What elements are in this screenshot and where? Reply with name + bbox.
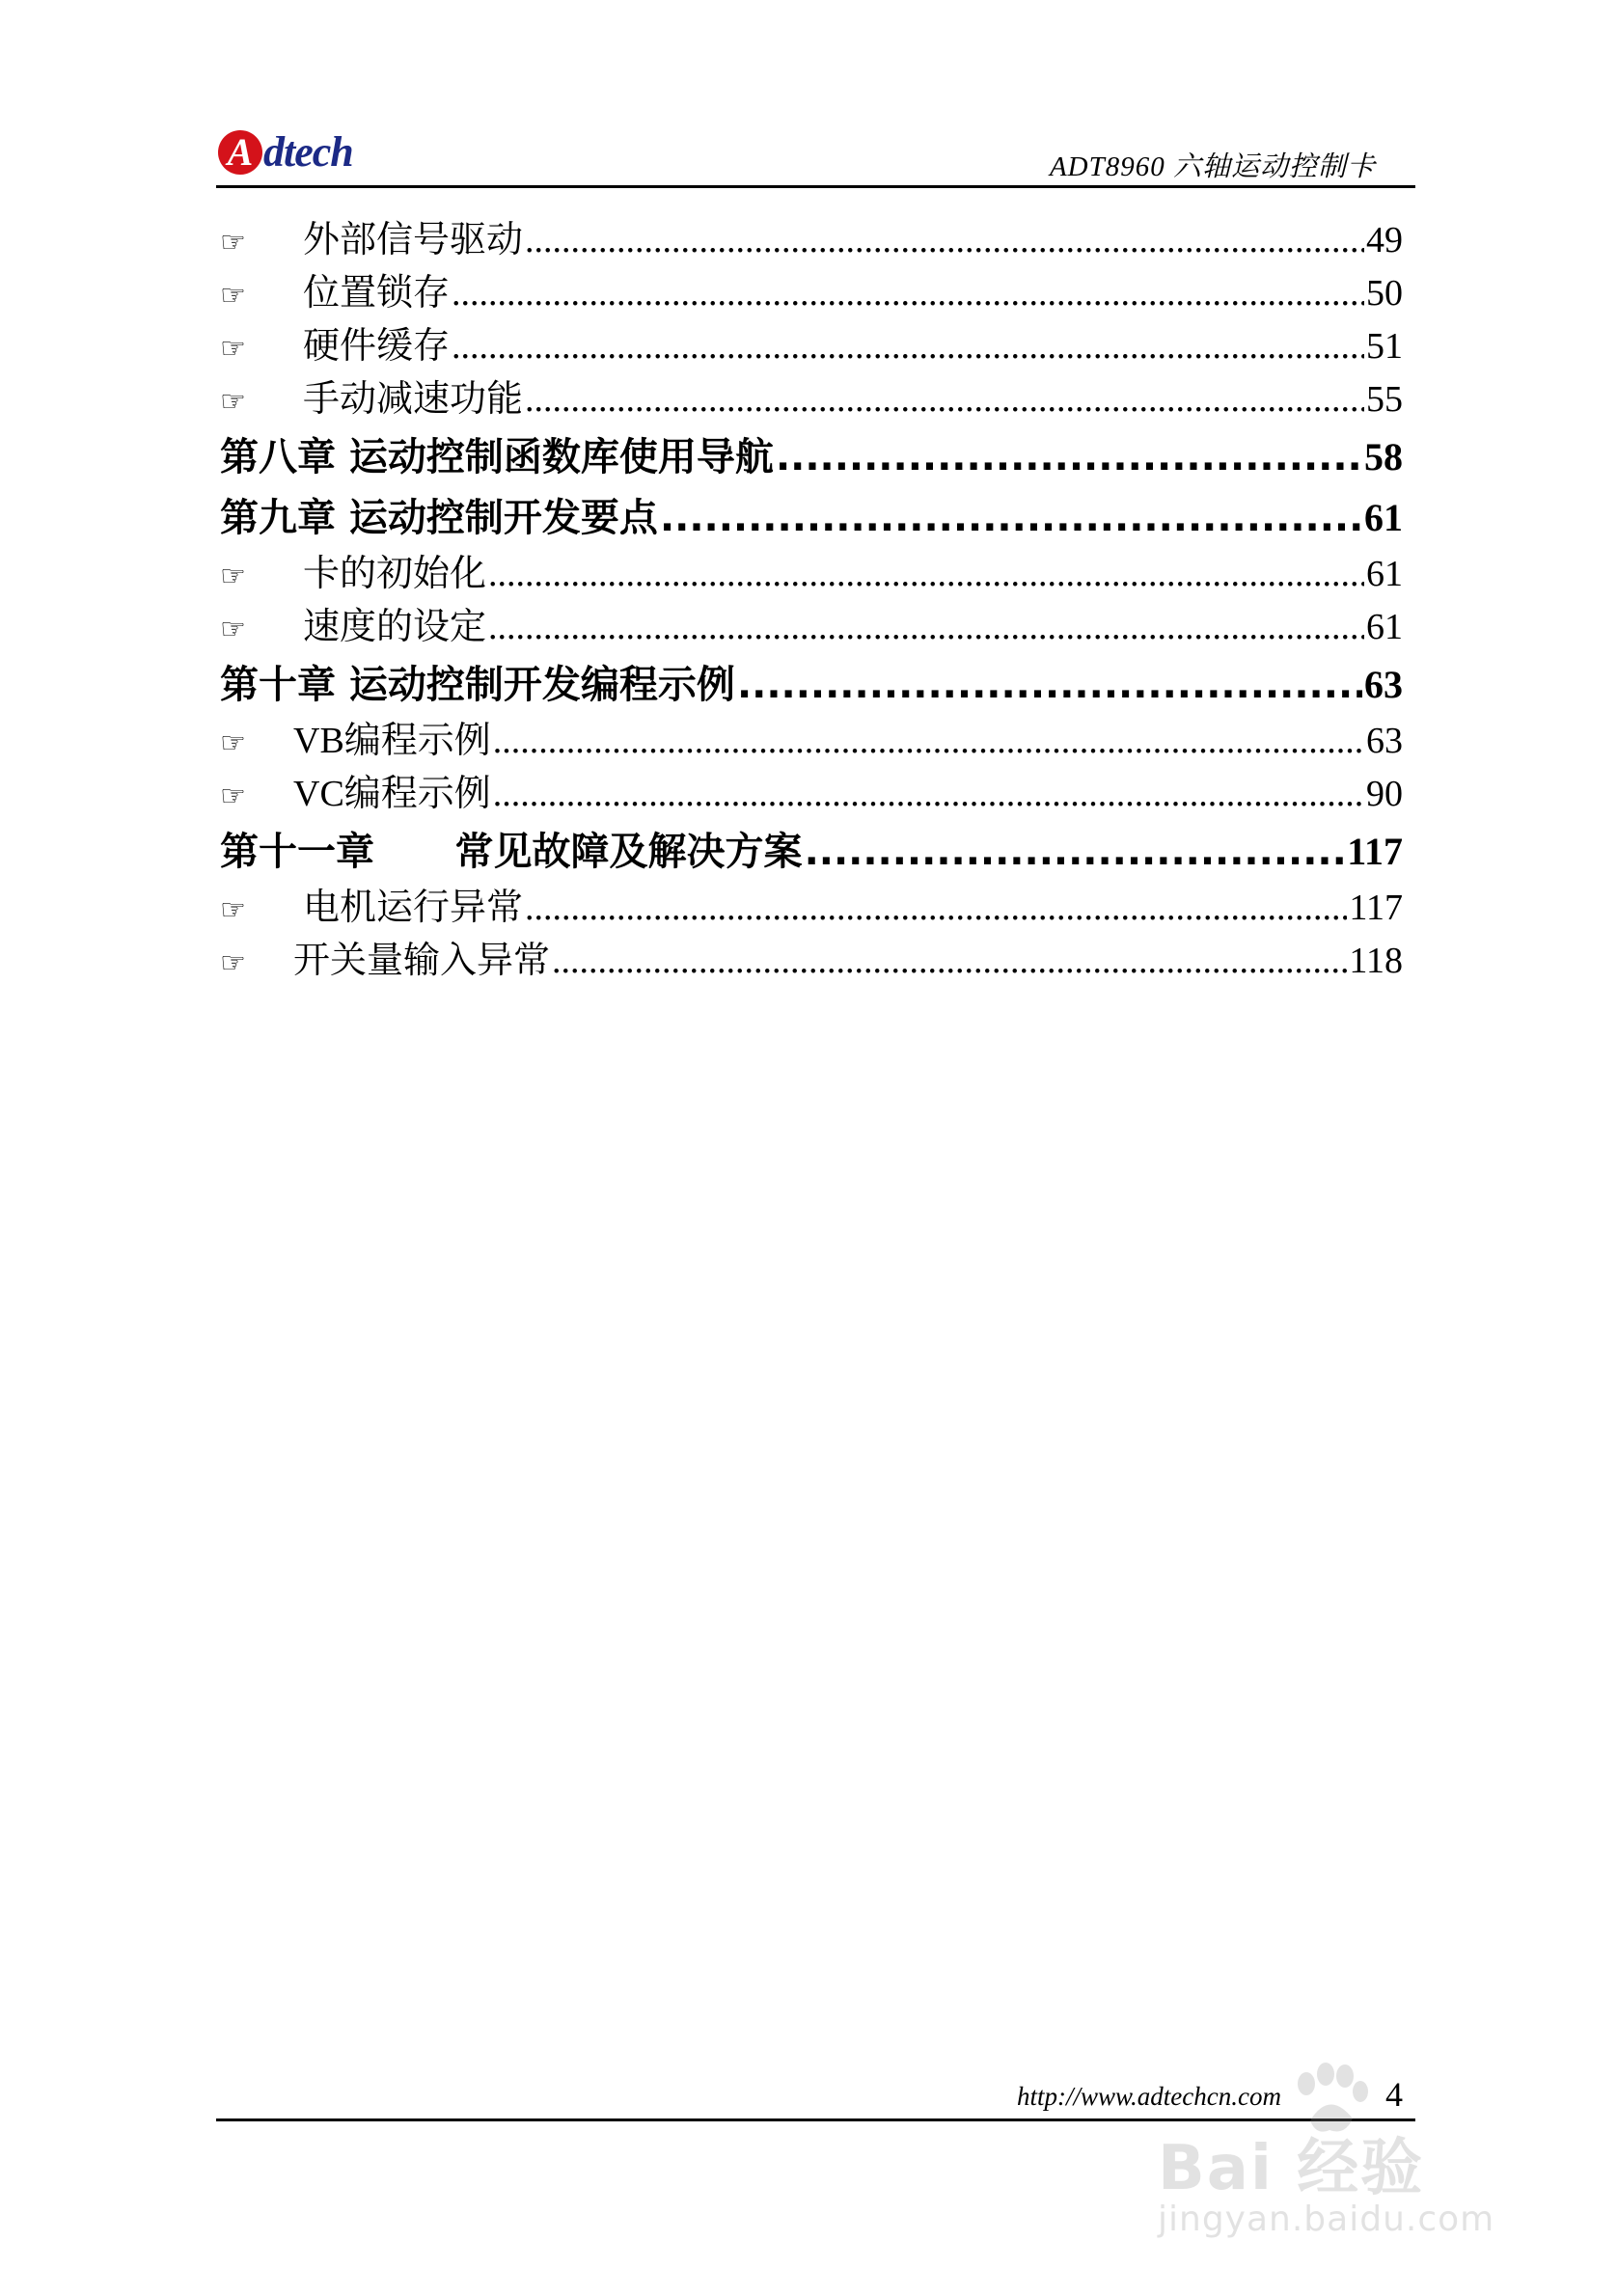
toc-leader-dots [488, 548, 1364, 601]
toc-page-number: 118 [1349, 941, 1403, 981]
toc-chapter-label: 第八章 运动控制函数库使用导航 [220, 435, 774, 479]
toc-leader-dots [488, 601, 1364, 654]
logo-letter-a: A [218, 130, 262, 175]
toc-leader-dots [525, 214, 1364, 267]
footer-url[interactable]: http://www.adtechcn.com [1017, 2082, 1281, 2111]
pointing-hand-icon: ☞ [220, 226, 246, 260]
toc-chapter-label: 第十章 运动控制开发编程示例 [220, 663, 735, 707]
toc-entry-label: 开关量输入异常 [293, 941, 551, 981]
toc-leader-dots [525, 373, 1364, 426]
table-of-contents [220, 214, 1403, 988]
toc-chapter[interactable] [220, 487, 1403, 548]
toc-page-number: 61 [1366, 554, 1403, 594]
toc-entry[interactable] [220, 768, 1403, 821]
toc-leader-dots [525, 882, 1347, 935]
page-header [218, 123, 1414, 187]
toc-page-number: 50 [1366, 273, 1403, 314]
page-number: 4 [1385, 2075, 1403, 2114]
toc-page-number: 55 [1366, 379, 1403, 420]
toc-leader-dots [805, 822, 1346, 883]
adtech-logo [218, 125, 353, 179]
toc-page-number: 61 [1366, 607, 1403, 647]
toc-page-number: 63 [1366, 721, 1403, 761]
pointing-hand-icon: ☞ [220, 613, 246, 646]
pointing-hand-icon: ☞ [220, 946, 246, 980]
toc-chapter-label: 第九章 运动控制开发要点 [220, 496, 658, 540]
pointing-hand-icon: ☞ [220, 385, 246, 419]
toc-chapter-label: 第十一章 常见故障及解决方案 [220, 830, 803, 874]
toc-chapter[interactable] [220, 654, 1403, 715]
toc-page-number: 117 [1347, 830, 1403, 873]
toc-page-number: 51 [1366, 326, 1403, 367]
toc-entry[interactable] [220, 214, 1403, 267]
toc-entry[interactable] [220, 267, 1403, 320]
pointing-hand-icon: ☞ [220, 279, 246, 313]
watermark-url: jingyan.baidu.com [1158, 2200, 1495, 2239]
toc-page-number: 58 [1364, 435, 1403, 478]
pointing-hand-icon: ☞ [220, 332, 246, 366]
pointing-hand-icon: ☞ [220, 779, 246, 813]
toc-leader-dots [493, 768, 1364, 821]
toc-entry[interactable] [220, 601, 1403, 654]
toc-entry-label: 手动减速功能 [303, 379, 524, 420]
toc-entry-label: 位置锁存 [303, 273, 451, 314]
toc-entry-label: VB编程示例 [293, 721, 491, 761]
toc-entry[interactable] [220, 882, 1403, 935]
toc-entry-label: 卡的初始化 [303, 554, 487, 594]
document-title: ADT8960 六轴运动控制卡 [1049, 151, 1376, 182]
toc-leader-dots [737, 655, 1362, 716]
toc-entry[interactable] [220, 548, 1403, 601]
toc-page-number: 90 [1366, 774, 1403, 814]
toc-entry-label: VC编程示例 [293, 774, 491, 814]
logo-text: dtech [263, 128, 353, 176]
pointing-hand-icon: ☞ [220, 726, 246, 760]
toc-leader-dots [493, 715, 1364, 768]
toc-entry[interactable] [220, 373, 1403, 426]
toc-leader-dots [776, 427, 1362, 488]
toc-entry-label: 速度的设定 [303, 607, 487, 647]
toc-leader-dots [452, 267, 1364, 320]
toc-entry[interactable] [220, 715, 1403, 768]
pointing-hand-icon: ☞ [220, 560, 246, 593]
baidu-watermark [1144, 2063, 1549, 2255]
pointing-hand-icon: ☞ [220, 893, 246, 927]
toc-entry-label: 电机运行异常 [303, 888, 524, 928]
toc-leader-dots [552, 935, 1347, 988]
watermark-brand: Bai 经验 [1158, 2133, 1425, 2204]
toc-page-number: 63 [1364, 663, 1403, 706]
toc-page-number: 61 [1364, 496, 1403, 539]
toc-entry-label: 外部信号驱动 [303, 220, 524, 260]
toc-entry[interactable] [220, 935, 1403, 988]
toc-leader-dots [452, 320, 1364, 373]
toc-page-number: 49 [1366, 220, 1403, 260]
toc-page-number: 117 [1349, 888, 1403, 928]
toc-chapter[interactable] [220, 821, 1403, 882]
toc-chapter[interactable] [220, 426, 1403, 487]
toc-entry[interactable] [220, 320, 1403, 373]
toc-leader-dots [660, 488, 1362, 549]
toc-entry-label: 硬件缓存 [303, 326, 451, 367]
header-rule [216, 185, 1415, 188]
